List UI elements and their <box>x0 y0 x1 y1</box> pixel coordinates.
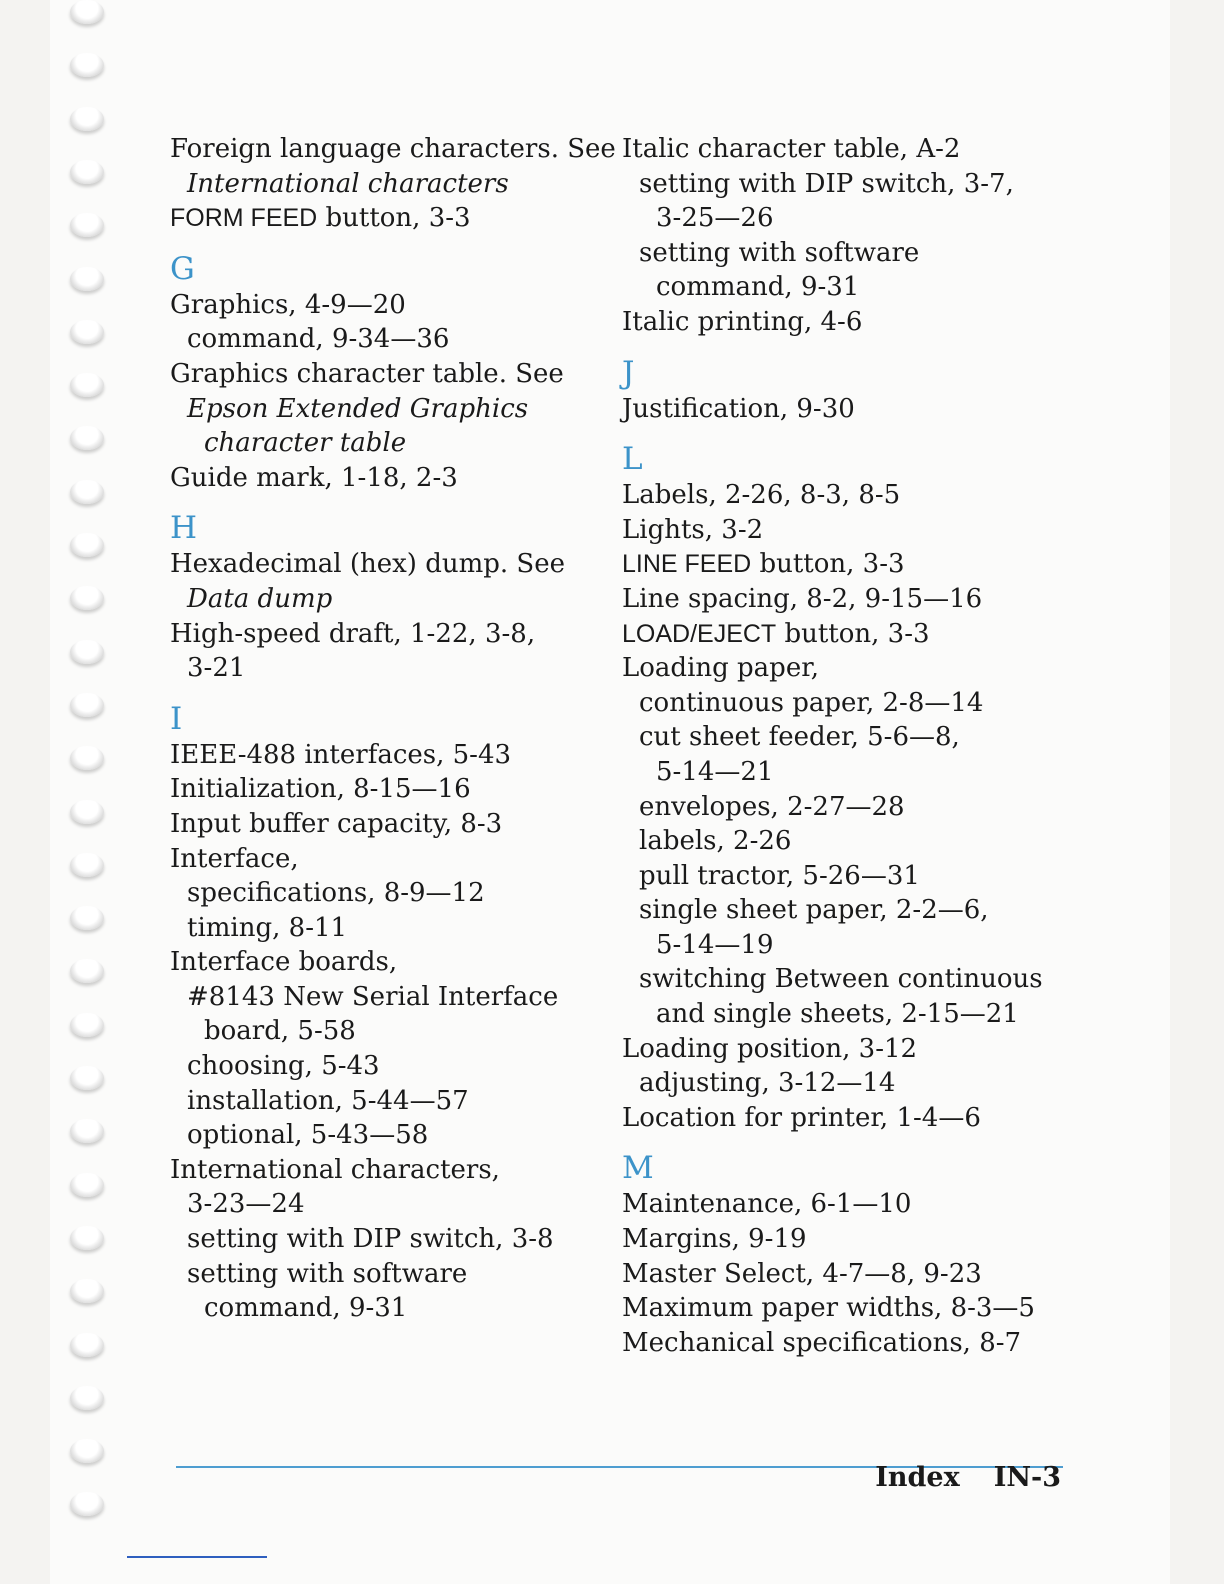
binding-hole-icon <box>70 160 104 184</box>
index-subentry <box>170 582 630 617</box>
index-subentry <box>170 1014 630 1049</box>
binding-hole-icon <box>70 53 104 77</box>
entry-text: Maximum paper widths, 8-3—5 <box>622 1293 1035 1324</box>
footer-section-label: Index <box>875 1462 960 1493</box>
index-subentry <box>170 1118 630 1153</box>
index-entry <box>170 1153 630 1188</box>
index-entry <box>170 772 630 807</box>
binding-hole-icon <box>70 800 104 824</box>
entry-text: single sheet paper, 2-2—6, <box>639 895 989 926</box>
entry-text: optional, 5-43—58 <box>187 1120 429 1151</box>
entry-text: Lights, 3-2 <box>622 514 764 545</box>
entry-text: Input buffer capacity, 8-3 <box>170 808 503 839</box>
entry-text: command, 9-34—36 <box>187 324 450 355</box>
binding-hole-icon <box>70 426 104 450</box>
binding-hole-icon <box>70 1279 104 1303</box>
entry-text: 5-14—21 <box>656 756 774 787</box>
entry-text: setting with software <box>639 237 920 268</box>
entry-text: LOAD/EJECT <box>622 619 777 648</box>
entry-text: and single sheets, 2-15—21 <box>656 999 1019 1030</box>
entry-text: Foreign language characters. See <box>170 134 616 164</box>
entry-text: Mechanical specifications, 8-7 <box>622 1327 1022 1358</box>
binding-hole-icon <box>70 959 104 983</box>
index-subentry <box>622 686 1082 721</box>
entry-text: Labels, 2-26, 8-3, 8-5 <box>622 480 901 511</box>
binding-hole-icon <box>70 267 104 291</box>
section-letter: L <box>622 441 643 478</box>
index-subentry <box>170 1084 630 1119</box>
binding-hole-icon <box>70 853 104 877</box>
binding-hole-icon <box>70 1173 104 1197</box>
index-entry <box>622 1257 1082 1292</box>
entry-text: button, 3-3 <box>317 203 471 234</box>
entry-text: switching Between continuous <box>639 964 1043 995</box>
entry-text: setting with software <box>187 1258 468 1289</box>
entry-text: choosing, 5-43 <box>187 1051 380 1082</box>
index-entry <box>622 651 1082 686</box>
entry-text: board, 5-58 <box>204 1016 356 1047</box>
binding-hole-icon <box>70 1333 104 1357</box>
entry-text: button, 3-3 <box>776 618 930 649</box>
binding-hole-icon <box>70 107 104 131</box>
page-footer <box>841 1462 1061 1493</box>
index-subentry <box>622 962 1082 997</box>
entry-text: pull tractor, 5-26—31 <box>639 860 920 891</box>
index-entry <box>170 807 630 842</box>
entry-text: Epson Extended Graphics <box>187 393 529 424</box>
entry-text: FORM FEED <box>170 204 318 233</box>
entry-text: timing, 8-11 <box>187 912 348 943</box>
index-subentry <box>170 1257 630 1292</box>
entry-text: continuous paper, 2-8—14 <box>639 687 984 718</box>
entry-text: specifications, 8-9—12 <box>187 878 485 909</box>
index-subentry <box>622 755 1082 790</box>
entry-text: Master Select, 4-7—8, 9-23 <box>622 1258 982 1289</box>
binding-holes <box>70 0 110 1584</box>
binding-hole-icon <box>70 1386 104 1410</box>
index-subentry <box>622 790 1082 825</box>
index-entry <box>170 357 630 392</box>
index-entry <box>170 201 630 236</box>
entry-text: cut sheet feeder, 5-6—8, <box>639 722 960 753</box>
index-entry <box>622 132 1082 167</box>
section-letter: G <box>170 250 195 287</box>
entry-text: Maintenance, 6-1—10 <box>622 1189 912 1220</box>
index-subentry <box>170 1049 630 1084</box>
binding-hole-icon <box>70 906 104 930</box>
index-entry <box>622 1187 1082 1222</box>
index-subentry <box>622 893 1082 928</box>
binding-hole-icon <box>70 693 104 717</box>
index-subentry <box>170 876 630 911</box>
entry-text: #8143 New Serial Interface <box>187 981 559 1012</box>
entry-text: character table <box>204 428 407 459</box>
entry-text: command, 9-31 <box>204 1293 408 1324</box>
binding-hole-icon <box>70 1492 104 1516</box>
binding-hole-icon <box>70 586 104 610</box>
index-entry <box>622 1222 1082 1257</box>
entry-text: Graphics character table. See <box>170 358 564 389</box>
index-entry <box>170 461 630 496</box>
binding-hole-icon <box>70 1119 104 1143</box>
index-entry <box>622 617 1082 652</box>
index-entry <box>622 392 1082 427</box>
entry-text: 3-21 <box>187 653 246 684</box>
entry-text: LINE FEED <box>622 550 752 579</box>
index-subentry <box>622 1066 1082 1101</box>
section-letter: J <box>622 354 635 391</box>
binding-hole-icon <box>70 533 104 557</box>
entry-text: Initialization, 8-15—16 <box>170 774 471 805</box>
index-entry <box>622 547 1082 582</box>
entry-text: Loading paper, <box>622 653 820 684</box>
binding-hole-icon <box>70 746 104 770</box>
entry-text: adjusting, 3-12—14 <box>639 1068 896 1099</box>
index-subentry <box>622 201 1082 236</box>
index-entry <box>170 547 630 582</box>
entry-text: labels, 2-26 <box>639 826 792 857</box>
index-column-right <box>622 132 1082 1360</box>
section-letter: I <box>170 700 183 737</box>
index-entry <box>622 1032 1082 1067</box>
entry-text: Interface, <box>170 843 299 874</box>
entry-text: International characters, <box>170 1154 500 1185</box>
index-entry <box>622 1101 1082 1136</box>
binding-hole-icon <box>70 0 104 24</box>
index-column-left <box>170 132 630 1326</box>
index-entry <box>170 945 630 980</box>
index-subentry <box>622 236 1082 271</box>
index-subentry <box>622 859 1082 894</box>
section-letter: H <box>170 510 198 547</box>
index-subentry <box>170 1291 630 1326</box>
index-subentry <box>170 322 630 357</box>
entry-text: Interface boards, <box>170 947 398 978</box>
binding-hole-icon <box>70 1066 104 1090</box>
entry-text: Guide mark, 1-18, 2-3 <box>170 462 458 493</box>
entry-text: Italic printing, 4-6 <box>622 306 863 337</box>
entry-text: envelopes, 2-27—28 <box>639 791 905 822</box>
entry-text: Italic character table, A-2 <box>622 134 961 164</box>
index-entry <box>170 617 630 652</box>
entry-text: 3-23—24 <box>187 1189 305 1220</box>
binding-hole-icon <box>70 1013 104 1037</box>
entry-text: Justification, 9-30 <box>622 393 855 424</box>
index-subentry <box>622 824 1082 859</box>
entry-text: setting with DIP switch, 3-8 <box>187 1224 554 1255</box>
index-subentry <box>170 651 630 686</box>
index-entry <box>170 288 630 323</box>
index-subentry <box>622 928 1082 963</box>
binding-hole-icon <box>70 373 104 397</box>
index-entry <box>622 513 1082 548</box>
index-subentry <box>170 911 630 946</box>
index-entry <box>170 738 630 773</box>
index-subentry <box>170 167 630 202</box>
index-subentry <box>622 270 1082 305</box>
entry-text: 3-25—26 <box>656 203 774 234</box>
bottom-edge-line <box>127 1556 267 1558</box>
index-subentry <box>622 720 1082 755</box>
index-subentry <box>170 426 630 461</box>
entry-text: button, 3-3 <box>751 549 905 580</box>
binding-hole-icon <box>70 1226 104 1250</box>
binding-hole-icon <box>70 320 104 344</box>
index-entry <box>170 842 630 877</box>
index-subentry <box>622 167 1082 202</box>
index-subentry <box>170 1222 630 1257</box>
index-entry <box>170 132 630 167</box>
page-number: IN-3 <box>993 1462 1061 1493</box>
entry-text: International characters <box>187 168 509 199</box>
entry-text: command, 9-31 <box>656 272 860 303</box>
binding-hole-icon <box>70 480 104 504</box>
entry-text: 5-14—19 <box>656 929 774 960</box>
entry-text: Data dump <box>187 583 333 614</box>
entry-text: Location for printer, 1-4—6 <box>622 1102 981 1133</box>
entry-text: Margins, 9-19 <box>622 1224 807 1255</box>
entry-text: installation, 5-44—57 <box>187 1085 469 1116</box>
binding-hole-icon <box>70 1439 104 1463</box>
index-entry <box>622 1326 1082 1361</box>
entry-text: Loading position, 3-12 <box>622 1033 918 1064</box>
entry-text: Line spacing, 8-2, 9-15—16 <box>622 583 983 614</box>
index-subentry <box>170 392 630 427</box>
section-letter: M <box>622 1150 654 1187</box>
entry-text: setting with DIP switch, 3-7, <box>639 168 1014 199</box>
index-subentry <box>622 997 1082 1032</box>
binding-hole-icon <box>70 640 104 664</box>
entry-text: High-speed draft, 1-22, 3-8, <box>170 618 536 649</box>
index-entry <box>622 478 1082 513</box>
entry-text: Graphics, 4-9—20 <box>170 289 406 320</box>
index-entry <box>622 1291 1082 1326</box>
index-entry <box>622 305 1082 340</box>
entry-text: IEEE-488 interfaces, 5-43 <box>170 739 512 770</box>
binding-hole-icon <box>70 213 104 237</box>
index-subentry <box>170 1187 630 1222</box>
index-entry <box>622 582 1082 617</box>
index-subentry <box>170 980 630 1015</box>
entry-text: Hexadecimal (hex) dump. See <box>170 549 566 580</box>
